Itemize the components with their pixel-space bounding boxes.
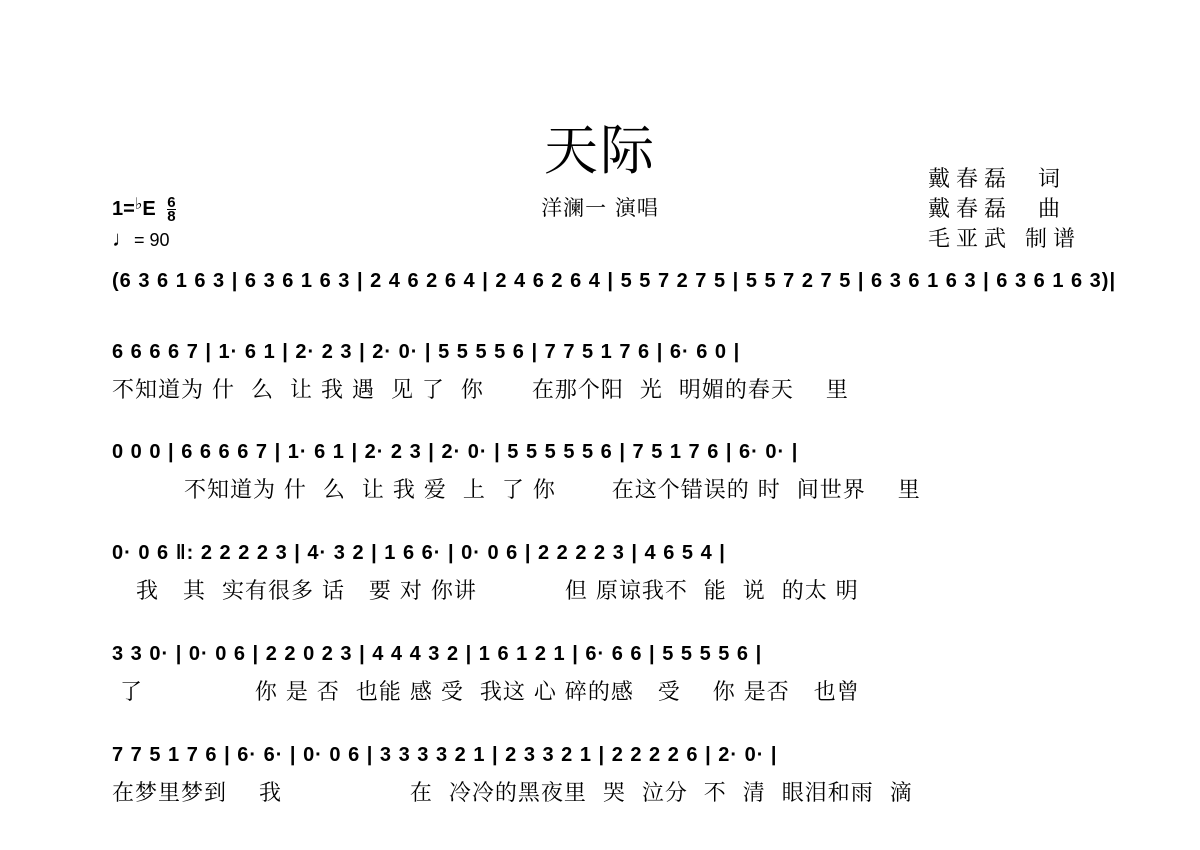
- notes-line-1: (6 3 6 1 6 3 | 6 3 6 1 6 3 | 2 4 6 2 6 4 | 2 4 6 2 6 4 | 5 5 7 2 7 5 | 5 5 7 2 7 5 | 6 3 6 1 6 3 | 6 3 6 1 6 3)|: [112, 270, 1117, 292]
- staff-line-1: [112, 270, 1117, 322]
- flat-sign: ♭: [134, 196, 143, 213]
- time-signature: [167, 194, 176, 226]
- time-numerator: 6: [167, 194, 176, 212]
- staff-line-6: [112, 744, 1092, 806]
- lyrics-line-3: 不知道为 什 么 让 我 爱 上 了 你 在这个错误的 时 间世界 里: [112, 478, 921, 503]
- composer-credit: 戴春磊 曲: [928, 197, 1066, 222]
- lyrics-line-2: 不知道为 什 么 让 我 遇 见 了 你 在那个阳 光 明媚的春天 里: [112, 378, 849, 403]
- staff-line-4: [112, 542, 1092, 604]
- staff-line-5: [112, 643, 1092, 705]
- key-signature: [112, 194, 176, 226]
- notes-line-4: 0· 0 6 ‖: 2 2 2 2 3 | 4· 3 2 | 1 6 6· | 0· 0 6 | 2 2 2 2 3 | 4 6 5 4 |: [112, 542, 726, 564]
- song-title: 天际: [544, 119, 656, 182]
- tempo-value: = 90: [134, 230, 170, 250]
- arranger-credit: 毛亚武 制谱: [928, 227, 1081, 252]
- tempo-marking: [112, 226, 170, 252]
- lyrics-line-6: 在梦里梦到 我 在 冷冷的黑夜里 哭 泣分 不 清 眼泪和雨 滴: [112, 781, 913, 806]
- key-letter: E: [142, 198, 156, 220]
- notes-line-6: 7 7 5 1 7 6 | 6· 6· | 0· 0 6 | 3 3 3 3 2 1 | 2 3 3 2 1 | 2 2 2 2 6 | 2· 0· |: [112, 744, 778, 766]
- lyrics-line-5: 了 你 是 否 也能 感 受 我这 心 碎的感 受 你 是否 也曾: [112, 680, 860, 705]
- performer: 洋澜一 演唱: [541, 196, 659, 220]
- quarter-note-icon: ♩: [112, 226, 134, 251]
- time-denominator: 8: [167, 208, 176, 226]
- key-label: 1=: [112, 198, 135, 220]
- staff-line-2: [112, 341, 1092, 403]
- lyricist-credit: 戴春磊 词: [928, 167, 1066, 192]
- staff-line-3: [112, 441, 1092, 503]
- notes-line-2: 6 6 6 6 7 | 1· 6 1 | 2· 2 3 | 2· 0· | 5 5 5 5 6 | 7 7 5 1 7 6 | 6· 6 0 |: [112, 341, 741, 363]
- notes-line-3: 0 0 0 | 6 6 6 6 7 | 1· 6 1 | 2· 2 3 | 2· 0· | 5 5 5 5 5 6 | 7 5 1 7 6 | 6· 0· |: [112, 441, 799, 463]
- notes-line-5: 3 3 0· | 0· 0 6 | 2 2 0 2 3 | 4 4 4 3 2 | 1 6 1 2 1 | 6· 6 6 | 5 5 5 5 6 |: [112, 643, 763, 665]
- lyrics-line-4: 我 其 实有很多 话 要 对 你讲 但 原谅我不 能 说 的太 明: [112, 579, 859, 604]
